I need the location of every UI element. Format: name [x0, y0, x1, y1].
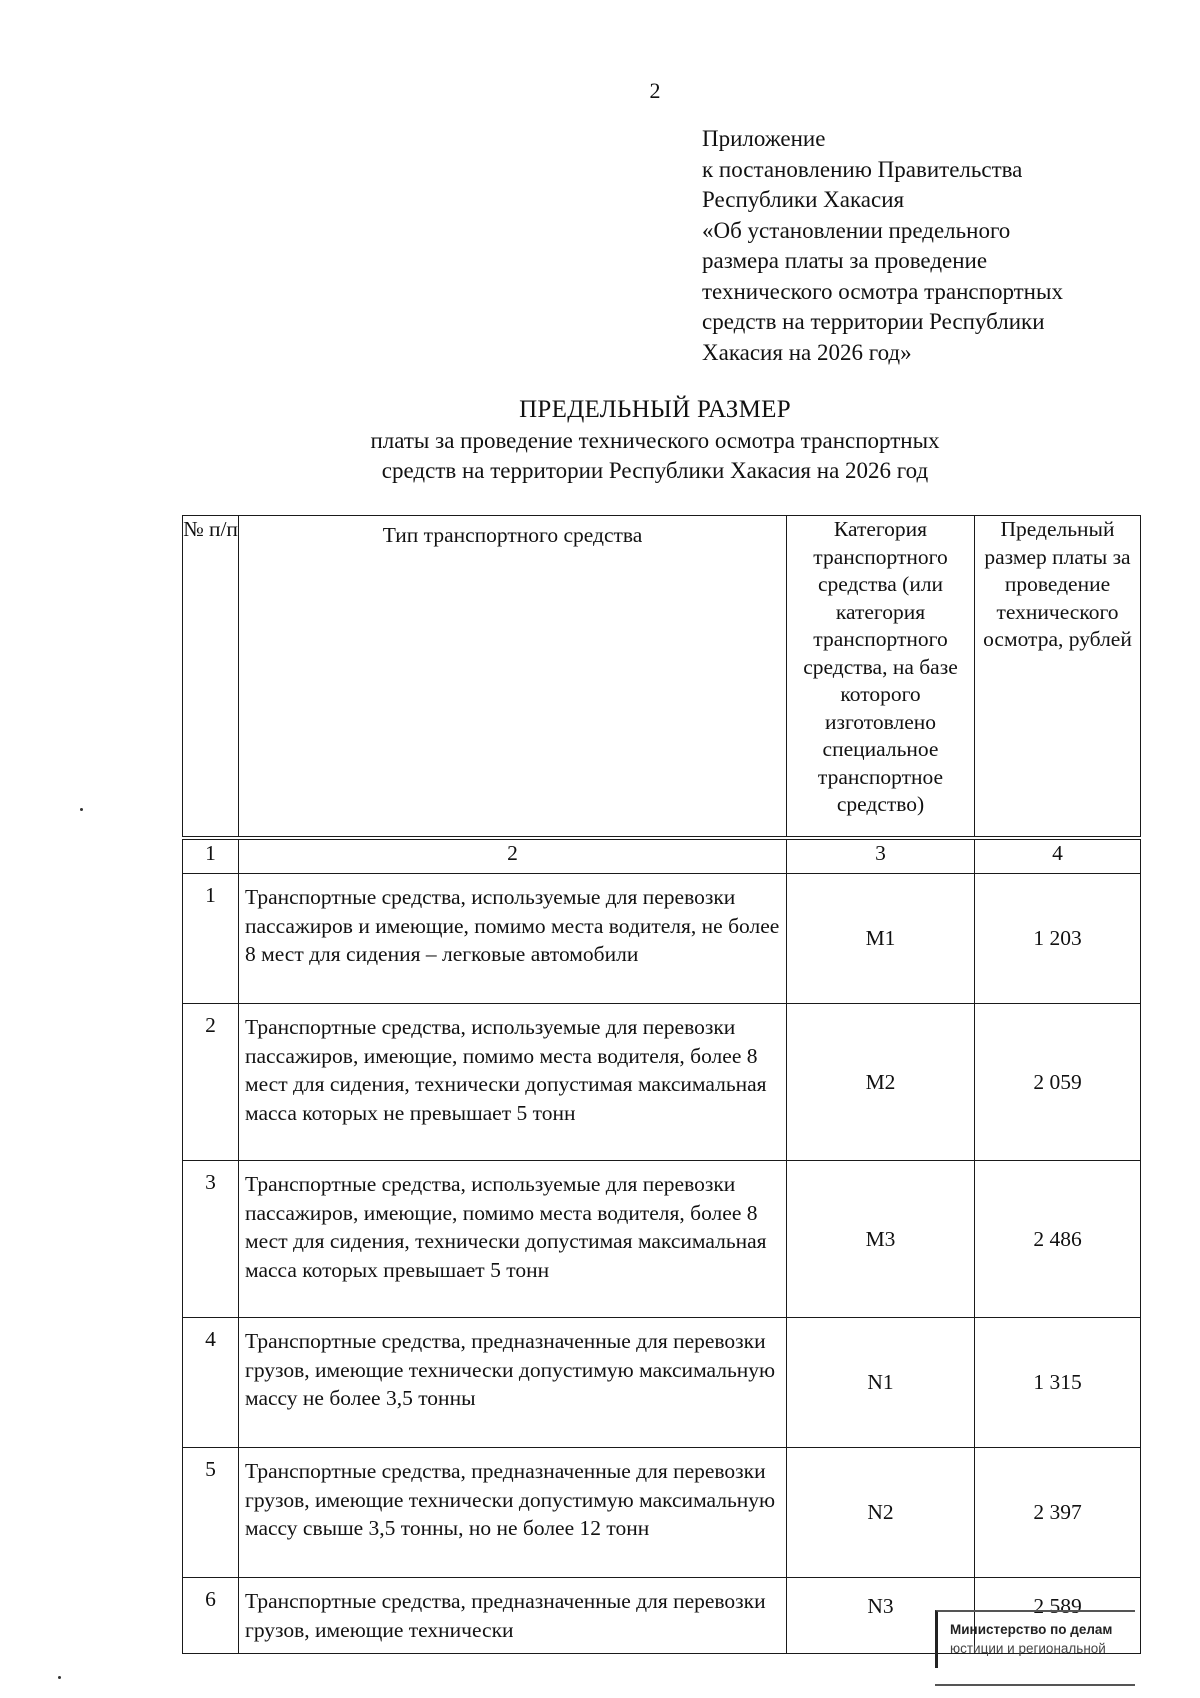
table-row	[183, 1004, 1141, 1161]
header-num: № п/п	[183, 516, 239, 839]
scan-speck	[58, 1676, 61, 1679]
column-number-row	[183, 838, 1141, 874]
vehicle-type: Транспортные средства, используемые для перевозки пассажиров, имеющие, помимо места водителя, более 8 мест для сидения, технически допустимая максимальная масса которых не превышает 5 тонн	[239, 1004, 787, 1161]
row-number: 3	[183, 1161, 239, 1318]
subtitle-line: средств на территории Республики Хакасия на 2026 год	[381, 458, 929, 483]
fee-amount: 2 397	[975, 1448, 1141, 1578]
vehicle-type: Транспортные средства, предназначенные для перевозки грузов, имеющие технически допустимую максимальную массу свыше 3,5 тонны, но не более 12 тонн	[239, 1448, 787, 1578]
header-type: Тип транспортного средства	[239, 516, 787, 839]
table-row	[183, 1161, 1141, 1318]
column-number: 1	[183, 838, 239, 874]
subtitle-line: платы за проведение технического осмотра транспортных	[370, 428, 940, 453]
vehicle-category: N2	[787, 1448, 975, 1578]
vehicle-type: Транспортные средства, используемые для перевозки пассажиров, имеющие, помимо места водителя, более 8 мест для сидения, технически допустимая максимальная масса которых превышает 5 тонн	[239, 1161, 787, 1318]
column-number: 4	[975, 838, 1141, 874]
appendix-line: средств на территории Республики	[702, 309, 1045, 334]
column-number: 2	[239, 838, 787, 874]
row-number: 6	[183, 1578, 239, 1654]
row-number: 1	[183, 874, 239, 1004]
vehicle-category: N1	[787, 1318, 975, 1448]
appendix-line: Республики Хакасия	[702, 187, 905, 212]
document-subtitle	[0, 426, 1200, 486]
vehicle-category: N3	[787, 1578, 975, 1654]
scan-speck	[80, 808, 83, 811]
vehicle-category: M3	[787, 1161, 975, 1318]
appendix-block	[702, 124, 1162, 368]
stamp-line: юстиции и региональной	[950, 1641, 1106, 1656]
fee-table	[182, 515, 1141, 1654]
table-row	[183, 1448, 1141, 1578]
appendix-line: размера платы за проведение	[702, 248, 988, 273]
row-number: 2	[183, 1004, 239, 1161]
table-row	[183, 1318, 1141, 1448]
fee-amount: 2 059	[975, 1004, 1141, 1161]
table-row	[183, 874, 1141, 1004]
row-number: 4	[183, 1318, 239, 1448]
column-number: 3	[787, 838, 975, 874]
fee-amount: 2 589	[975, 1578, 1141, 1654]
vehicle-category: M1	[787, 874, 975, 1004]
appendix-line: технического осмотра транспортных	[702, 278, 1063, 304]
page-number: 2	[649, 78, 661, 103]
vehicle-category: M2	[787, 1004, 975, 1161]
document-title: ПРЕДЕЛЬНЫЙ РАЗМЕР	[519, 396, 791, 423]
registration-stamp	[935, 1610, 1135, 1668]
appendix-line: к постановлению Правительства	[702, 156, 1023, 182]
stamp-underline	[935, 1684, 1135, 1686]
appendix-line: Хакасия на 2026 год»	[702, 339, 912, 365]
header-fee: Предельный размер платы за проведение технического осмотра, рублей	[975, 516, 1141, 839]
header-category: Категория транспортного средства (или категория транспортного средства, на базе которого изготовлено специальное транспортное средство)	[787, 516, 975, 839]
appendix-line: Приложение	[702, 126, 826, 151]
fee-amount: 2 486	[975, 1161, 1141, 1318]
stamp-line: Министерство по делам	[950, 1622, 1113, 1637]
fee-amount: 1 203	[975, 874, 1141, 1004]
row-number: 5	[183, 1448, 239, 1578]
vehicle-type: Транспортные средства, предназначенные для перевозки грузов, имеющие технически	[239, 1578, 787, 1654]
fee-amount: 1 315	[975, 1318, 1141, 1448]
appendix-line: «Об установлении предельного	[702, 217, 1011, 243]
table-header-row	[183, 516, 1141, 839]
vehicle-type: Транспортные средства, предназначенные для перевозки грузов, имеющие технически допустимую максимальную массу не более 3,5 тонны	[239, 1318, 787, 1448]
vehicle-type: Транспортные средства, используемые для перевозки пассажиров и имеющие, помимо места водителя, не более 8 мест для сидения – легковые автомобили	[239, 874, 787, 1004]
